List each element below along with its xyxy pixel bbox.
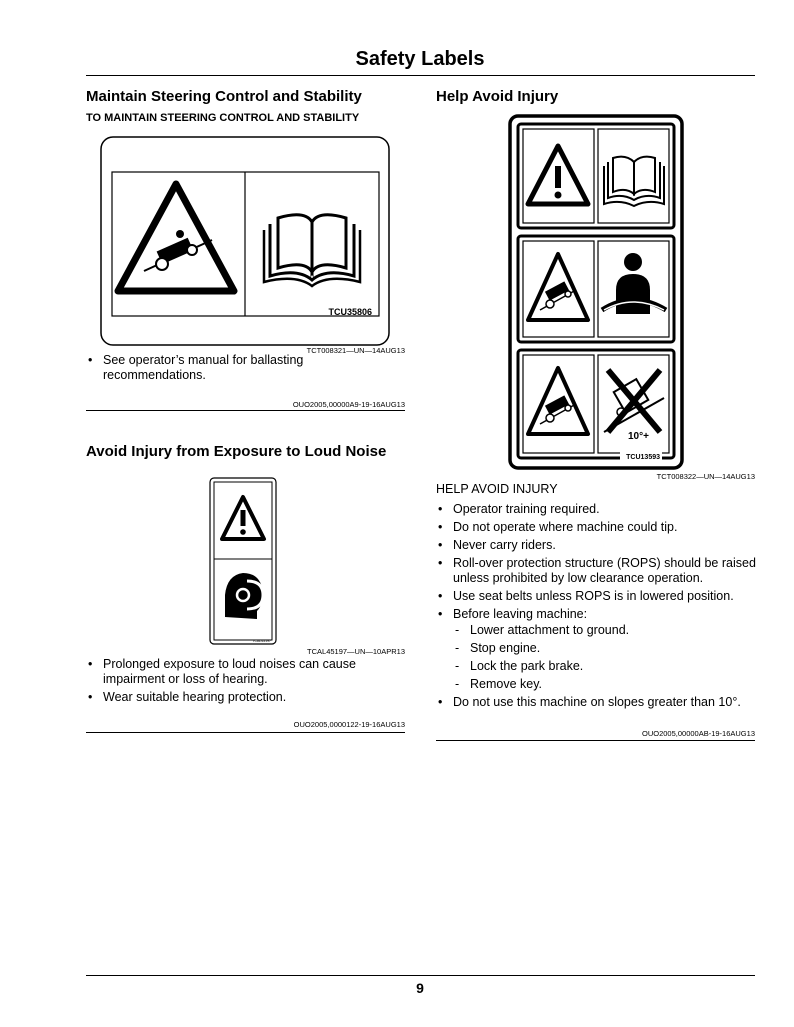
list-item: • Operator training required. bbox=[436, 502, 758, 517]
steering-section-title: Maintain Steering Control and Stability bbox=[86, 88, 362, 105]
noise-section-title: Avoid Injury from Exposure to Loud Noise bbox=[86, 443, 387, 460]
svg-text:TCAL45197: TCAL45197 bbox=[252, 639, 271, 643]
list-item: • Prolonged exposure to loud noises can cause impairment or loss of hearing. bbox=[86, 657, 386, 686]
page-number: 9 bbox=[416, 980, 424, 996]
noise-decal bbox=[209, 477, 277, 645]
list-item: • See operator’s manual for ballasting recommendations. bbox=[86, 353, 326, 382]
noise-bullets bbox=[86, 657, 386, 708]
list-item: • Do not operate where machine could tip. bbox=[436, 520, 758, 535]
steering-end-rule bbox=[86, 410, 405, 411]
list-item: • Roll-over protection structure (ROPS) should be raised unless prohibited by low clearance operation. bbox=[436, 556, 758, 585]
injury-caption: TCT008322—UN—14AUG13 bbox=[656, 472, 755, 481]
injury-ref-code: OUO2005,00000AB-19-16AUG13 bbox=[642, 729, 755, 738]
noise-ref-code: OUO2005,0000122-19-16AUG13 bbox=[293, 720, 405, 729]
list-item: • Use seat belts unless ROPS is in lowered position. bbox=[436, 589, 758, 604]
list-item-label: Before leaving machine: bbox=[453, 606, 588, 621]
list-item bbox=[436, 607, 758, 692]
injury-decal bbox=[508, 114, 684, 470]
injury-bullets bbox=[436, 502, 758, 713]
list-item: • Wear suitable hearing protection. bbox=[86, 690, 386, 705]
steering-bullets bbox=[86, 353, 326, 386]
footer-rule bbox=[86, 975, 755, 976]
steering-decal-code: TCU35806 bbox=[328, 307, 372, 317]
steering-caption: TCT008321—UN—14AUG13 bbox=[306, 346, 405, 355]
injury-end-rule bbox=[436, 740, 755, 741]
slope-label: 10°+ bbox=[628, 431, 649, 442]
sub-list-item: - Stop engine. bbox=[453, 641, 758, 656]
sub-list-item: - Lock the park brake. bbox=[453, 659, 758, 674]
list-item: • Do not use this machine on slopes greater than 10°. bbox=[436, 695, 758, 710]
noise-caption: TCAL45197—UN—10APR13 bbox=[307, 647, 405, 656]
noise-end-rule bbox=[86, 732, 405, 733]
steering-ref-code: OUO2005,00000A9-19-16AUG13 bbox=[292, 400, 405, 409]
steering-subtitle: TO MAINTAIN STEERING CONTROL AND STABILITY bbox=[86, 112, 360, 124]
injury-sub-bullets bbox=[453, 623, 758, 692]
injury-decal-code: TCU13593 bbox=[626, 454, 660, 461]
list-item: • Never carry riders. bbox=[436, 538, 758, 553]
sub-list-item: - Lower attachment to ground. bbox=[453, 623, 758, 638]
sub-list-item: - Remove key. bbox=[453, 677, 758, 692]
page-title: Safety Labels bbox=[355, 48, 485, 70]
title-rule bbox=[86, 75, 755, 76]
injury-section-title: Help Avoid Injury bbox=[436, 88, 559, 105]
injury-intro: HELP AVOID INJURY bbox=[436, 482, 558, 496]
steering-decal bbox=[100, 136, 390, 346]
